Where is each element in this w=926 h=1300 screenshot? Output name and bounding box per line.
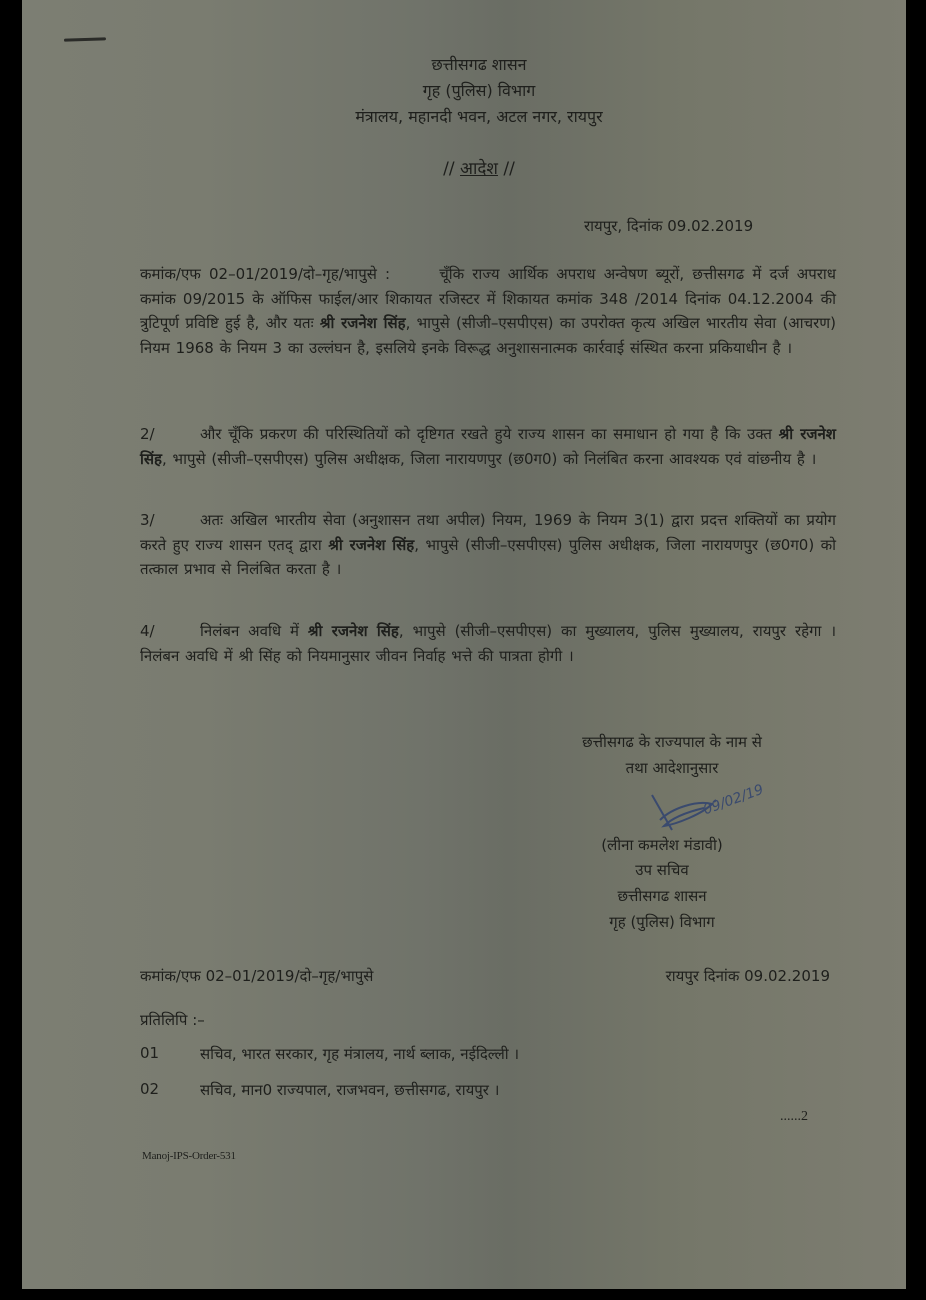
order-reference: कमांक/एफ 02–01/2019/दो–गृह/भापुसे : (140, 265, 391, 283)
pen-mark (64, 37, 106, 41)
authority-line-1: छत्तीसगढ के राज्यपाल के नाम से (582, 733, 762, 751)
order-place-date: रायपुर, दिनांक 09.02.2019 (584, 217, 754, 235)
copy-to-heading: प्रतिलिपि :– (140, 1011, 205, 1029)
letterhead-address: मंत्रालय, महानदी भवन, अटल नगर, रायपुर (355, 107, 603, 126)
copy-to-item (140, 1080, 499, 1100)
paragraph-number: 3/ (140, 511, 155, 529)
copy-to-item (140, 1044, 519, 1064)
officer-name: श्री रजनेश सिंह (140, 425, 836, 468)
signatory-name: (लीना कमलेश मंडावी) (601, 836, 723, 854)
letterhead (22, 52, 906, 130)
letterhead-government: छत्तीसगढ शासन (431, 55, 527, 74)
officer-name: श्री रजनेश सिंह (328, 535, 415, 554)
signatory-department: गृह (पुलिस) विभाग (609, 913, 715, 931)
copy-reference-number: कमांक/एफ 02–01/2019/दो–गृह/भापुसे (140, 967, 374, 985)
paragraph-number: 2/ (140, 425, 155, 443)
paragraph-1: कमांक/एफ 02–01/2019/दो–गृह/भापुसे : चूँकि राज्य आर्थिक अपराध अन्वेषण ब्यूरों, छत्तीसगढ में दर्ज अपराध कमांक 09/2015 के ऑफिस फाईल/आर शिकायत रजिस्टर में शिकायत कमांक 348 /2014 दिनांक 04.12.2004 की त्रुटिपूर्ण प्रविष्टि हुई है, और यतः श्री रजनेश सिंह, भापुसे (सीजी–एसपीएस) का उपरोक्त कृत्य अखिल भारतीय सेवा (आचरण) नियम 1968 के नियम 3 का उल्लंघन है, इसलिये इनके विरूद्ध अनुशासनात्मक कार्रवाई संस्थित करना प्रकियाधीन है । (140, 265, 836, 357)
copy-item-number: 01 (140, 1044, 160, 1062)
order-title: // आदेश // (443, 159, 515, 179)
copy-reference-line (140, 966, 830, 986)
letterhead-department: गृह (पुलिस) विभाग (422, 81, 536, 100)
order-title-text: आदेश (460, 159, 498, 179)
signatory-designation: उप सचिव (635, 861, 689, 879)
paragraph-4: 4/ निलंबन अवधि में श्री रजनेश सिंह, भापुसे (सीजी–एसपीएस) का मुख्यालय, पुलिस मुख्यालय, रायपुर रहेगा । निलंबन अवधि में श्री सिंह को नियमानुसार जीवन निर्वाह भत्ते की पात्रता होगी । (140, 619, 836, 668)
authority-line-2: तथा आदेशानुसार (625, 759, 719, 777)
paragraph-2: 2/ और चूँकि प्रकरण की परिस्थितियों को दृष्टिगत रखते हुये राज्य शासन का समाधान हो गया है कि उक्त श्री रजनेश सिंह, भापुसे (सीजी–एसपीएस) पुलिस अधीक्षक, जिला नारायणपुर (छ0ग0) को निलंबित करना आवश्यक एवं वांछनीय है । (140, 422, 836, 471)
officer-name: श्री रजनेश सिंह (307, 622, 399, 640)
copy-item-number: 02 (140, 1080, 160, 1098)
copy-item-text: सचिव, भारत सरकार, गृह मंत्रालय, नार्थ ब्लाक, नईदिल्ली । (200, 1045, 520, 1063)
copy-item-text: सचिव, मान0 राज्यपाल, राजभवन, छत्तीसगढ, रायपुर । (200, 1081, 500, 1099)
footer-code: Manoj-IPS-Order-531 (142, 1150, 236, 1162)
signatory-org: छत्तीसगढ शासन (617, 887, 707, 905)
page-continuation: ......2 (780, 1109, 808, 1124)
officer-name: श्री रजनेश सिंह (319, 314, 406, 332)
copy-reference-date: रायपुर दिनांक 09.02.2019 (665, 967, 830, 985)
paragraph-3: 3/ अतः अखिल भारतीय सेवा (अनुशासन तथा अपील) नियम, 1969 के नियम 3(1) द्वारा प्रदत्त शक्तियों का प्रयोग करते हुए राज्य शासन एतद् द्वारा श्री रजनेश सिंह, भापुसे (सीजी–एसपीएस) पुलिस अधीक्षक, जिला नारायणपुर (छ0ग0) को तत्काल प्रभाव से निलंबित करता है । (140, 508, 836, 582)
signature-date: 09/02/19 (701, 781, 766, 819)
paragraph-number: 4/ (140, 622, 155, 640)
document-page (22, 0, 906, 1289)
